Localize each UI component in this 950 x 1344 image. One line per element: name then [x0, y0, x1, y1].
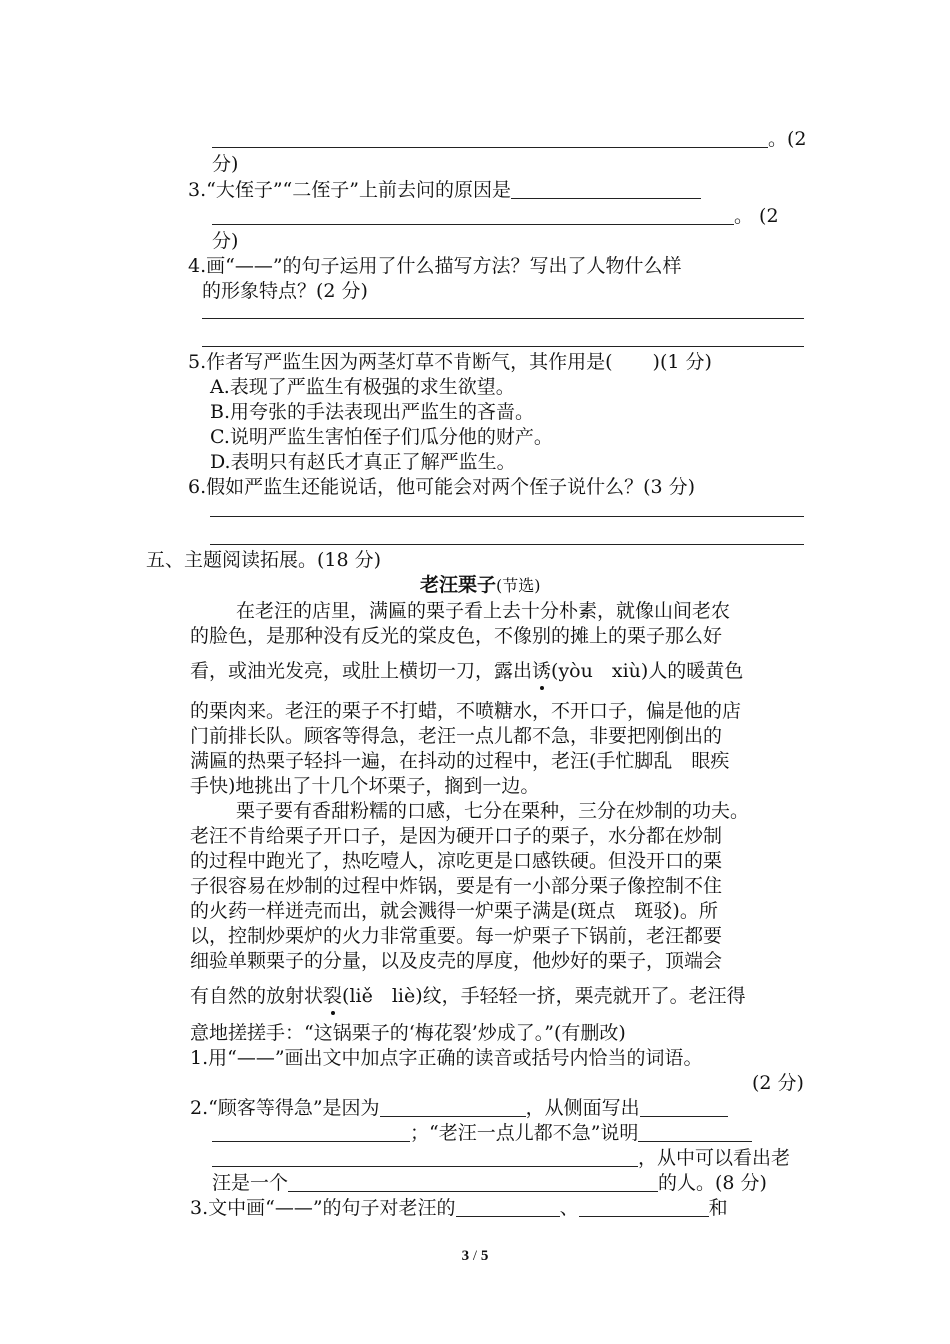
question-5 [188, 350, 712, 374]
answer-blank [511, 180, 701, 199]
answer-blank [212, 1123, 410, 1142]
question-5-1: 1.用“——”画出文中加点字正确的读音或括号内恰当的词语。 [190, 1047, 703, 1069]
answer-blank [212, 129, 768, 148]
question-3 [188, 178, 701, 202]
passage-text: (yòu xiù)人的暖黄色 [551, 660, 744, 682]
answer-blank [456, 1198, 560, 1217]
question-6: 6.假如严监生还能说话，他可能会对两个侄子说什么？(3 分) [188, 476, 696, 498]
passage-line: 手快)地挑出了十几个坏栗子，搁到一边。 [190, 775, 540, 797]
option-d: D.表明只有赵氏才真正了解严监生。 [210, 451, 516, 473]
answer-blank [212, 1148, 638, 1167]
passage-line: 门前排长队。顾客等得急，老汪一点儿都不急，非要把刚倒出的 [190, 725, 723, 747]
question-3-score: 分) [212, 230, 239, 252]
passage-line [190, 659, 743, 683]
passage-text: 有自然的放射状 [190, 985, 324, 1007]
passage-line [190, 984, 746, 1008]
question-text: 、 [559, 1197, 579, 1219]
question-4-line2: 的形象特点？(2 分) [202, 280, 368, 302]
answer-blank [212, 206, 734, 225]
question-text: ，从侧面写出 [525, 1097, 640, 1119]
question-5-2-line2 [212, 1121, 752, 1145]
passage-title [420, 573, 541, 598]
passage-line: 老汪不肯给栗子开口子，是因为硬开口子的栗子，水分都在炒制 [190, 825, 723, 847]
passage-line: 意地搓搓手：“这锅栗子的‘梅花裂’炒成了。”(有删改) [190, 1022, 626, 1044]
passage-text: 看，或油光发亮，或肚上横切一刀，露出 [190, 660, 533, 682]
question-text: ；“老汪一点儿都不急”说明 [410, 1122, 639, 1144]
passage-line: 的脸色，是那种没有反光的棠皮色，不像别的摊上的栗子那么好 [190, 625, 723, 647]
question-text: 汪是一个 [212, 1172, 289, 1194]
option-c: C.说明严监生害怕侄子们瓜分他的财产。 [210, 426, 553, 448]
question-5-score: )(1 分) [652, 351, 712, 373]
answer-blank [638, 1123, 752, 1142]
question-3-text: 3.“大侄子”“二侄子”上前去问的原因是 [188, 179, 511, 201]
answer-rule [202, 318, 804, 319]
page-current: 3 [461, 1248, 470, 1264]
question-text: 和 [708, 1197, 728, 1219]
answer-rule [202, 346, 804, 347]
question-4-line1: 4.画“——”的句子运用了什么描写方法？写出了人物什么样 [188, 255, 682, 277]
passage-line: 在老汪的店里，满匾的栗子看上去十分朴素，就像山间老农 [236, 600, 731, 622]
passage-title-note: (节选) [496, 576, 541, 595]
passage-line: 子很容易在炒制的过程中炸锅，要是有一小部分栗子像控制不住 [190, 875, 723, 897]
option-b: B.用夸张的手法表现出严监生的吝啬。 [210, 401, 535, 423]
option-a: A.表现了严监生有极强的求生欲望。 [210, 376, 515, 398]
passage-line: 的栗肉来。老汪的栗子不打蜡，不喷糖水，不开口子，偏是他的店 [190, 700, 742, 722]
question-3-end: 。 (2 [734, 205, 779, 227]
question-5-2-line1 [190, 1096, 728, 1120]
answer-rule [210, 516, 804, 517]
dotted-char: 裂 [323, 985, 343, 1007]
answer-blank [579, 1198, 709, 1217]
q-prev-score: 分) [212, 153, 239, 175]
question-5-3 [190, 1196, 728, 1220]
page-total: 5 [480, 1248, 489, 1264]
answer-blank [380, 1098, 526, 1117]
passage-line: 以，控制炒栗炉的火力非常重要。每一炉栗子下锅前，老汪都要 [190, 925, 723, 947]
answer-blank [640, 1098, 728, 1117]
dotted-char: 诱 [532, 660, 552, 682]
passage-line: 的火药一样迸壳而出，就会溅得一炉栗子满是(斑点 斑驳)。所 [190, 900, 718, 922]
passage-title-text: 老汪栗子 [420, 574, 497, 596]
passage-line: 栗子要有香甜粉糯的口感，七分在栗种，三分在炒制的功夫。 [236, 800, 750, 822]
passage-line: 细验单颗栗子的分量，以及皮壳的厚度，他炒好的栗子，顶端会 [190, 950, 723, 972]
passage-line: 满匾的热栗子轻抖一遍，在抖动的过程中，老汪(手忙脚乱 眼疾 [190, 750, 730, 772]
question-5-2-line4 [212, 1171, 767, 1195]
q-prev-answer-line [212, 127, 807, 151]
passage-text: (liě liè)纹，手轻轻一挤，栗壳就开了。老汪得 [342, 985, 746, 1007]
section-5-heading: 五、主题阅读拓展。(18 分) [146, 549, 382, 571]
page-number [0, 1248, 950, 1265]
question-text: 2.“顾客等得急”是因为 [190, 1097, 380, 1119]
question-text: 3.文中画“——”的句子对老汪的 [190, 1197, 456, 1219]
page-sep: / [469, 1248, 481, 1264]
answer-blank [288, 1173, 658, 1192]
question-5-2-line3 [212, 1146, 790, 1170]
question-5-stem: 5.作者写严监生因为两茎灯草不肯断气，其作用是( [188, 351, 613, 373]
question-5-1-score: (2 分) [752, 1072, 804, 1094]
question-text: ，从中可以看出老 [638, 1147, 791, 1169]
passage-line: 的过程中跑光了，热吃噎人，凉吃更是口感铁硬。但没开口的栗 [190, 850, 723, 872]
q-prev-end: 。(2 [768, 128, 807, 150]
question-3-line2 [212, 204, 779, 228]
question-text: 的人。(8 分) [658, 1172, 767, 1194]
answer-rule [210, 544, 804, 545]
